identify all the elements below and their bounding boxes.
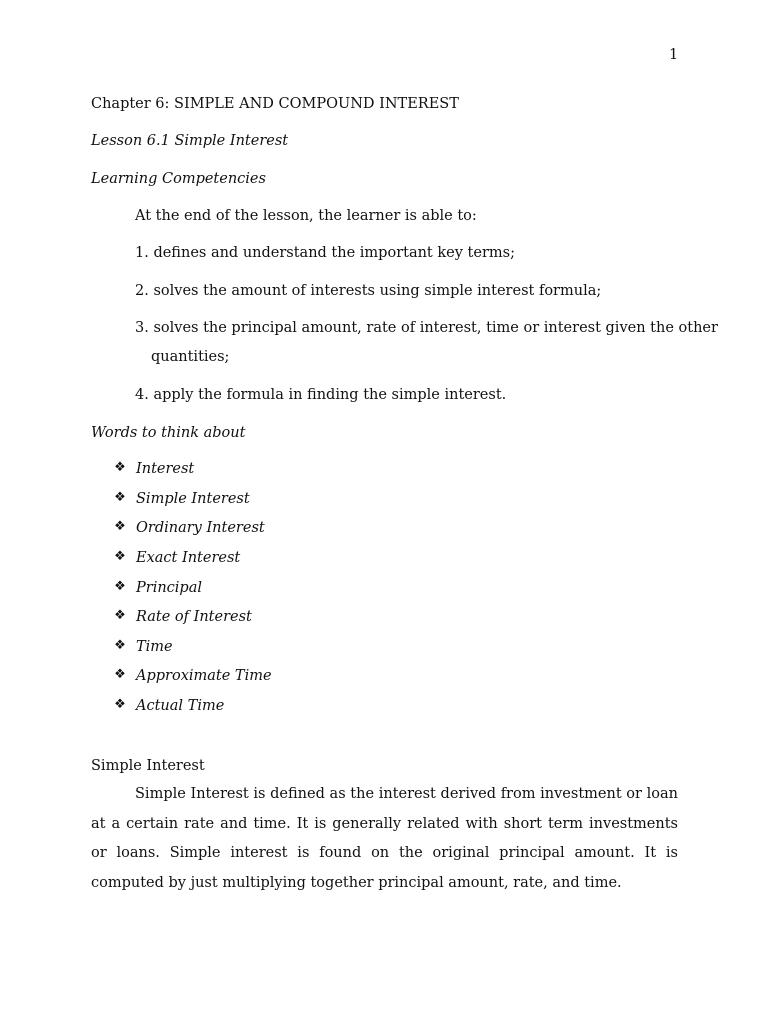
four-diamond-bullet-icon: ❖: [114, 519, 126, 534]
list-item: Rate of Interest: [136, 609, 252, 625]
four-diamond-bullet-icon: ❖: [114, 697, 126, 712]
competency-item: 3. solves the principal amount, rate of interest, time or interest given the other: [135, 320, 718, 336]
list-item: Exact Interest: [136, 550, 241, 566]
list-item: Approximate Time: [136, 668, 272, 684]
four-diamond-bullet-icon: ❖: [114, 608, 126, 623]
words-heading: Words to think about: [91, 425, 246, 441]
competencies-heading: Learning Competencies: [91, 171, 266, 187]
list-item: Actual Time: [136, 698, 225, 714]
list-item: Time: [136, 639, 173, 655]
chapter-title: Chapter 6: SIMPLE AND COMPOUND INTEREST: [91, 96, 459, 112]
list-item: Ordinary Interest: [136, 520, 265, 536]
list-item: Interest: [136, 461, 195, 477]
paragraph-text: Simple Interest is defined as the interest derived from investment or loan at a certain rate and time. It is generally related with short term investments or loans. Simple interest is found on the original principal amount. It is computed by just multiplying together principal amount, rate, and time.: [91, 786, 678, 891]
four-diamond-bullet-icon: ❖: [114, 667, 126, 682]
four-diamond-bullet-icon: ❖: [114, 460, 126, 475]
lesson-title: Lesson 6.1 Simple Interest: [91, 133, 289, 149]
competency-item: 4. apply the formula in finding the simple interest.: [135, 387, 507, 403]
list-item: Simple Interest: [136, 491, 250, 507]
four-diamond-bullet-icon: ❖: [114, 490, 126, 505]
section-heading-simple-interest: Simple Interest: [91, 758, 205, 774]
competency-item-continued: quantities;: [151, 349, 230, 365]
four-diamond-bullet-icon: ❖: [114, 579, 126, 594]
page-number: 1: [669, 47, 679, 63]
competency-item: 1. defines and understand the important key terms;: [135, 245, 515, 261]
four-diamond-bullet-icon: ❖: [114, 549, 126, 564]
competencies-intro: At the end of the lesson, the learner is able to:: [135, 208, 477, 224]
list-item: Principal: [136, 580, 202, 596]
simple-interest-paragraph: [91, 780, 678, 898]
four-diamond-bullet-icon: ❖: [114, 638, 126, 653]
competency-item: 2. solves the amount of interests using simple interest formula;: [135, 283, 602, 299]
